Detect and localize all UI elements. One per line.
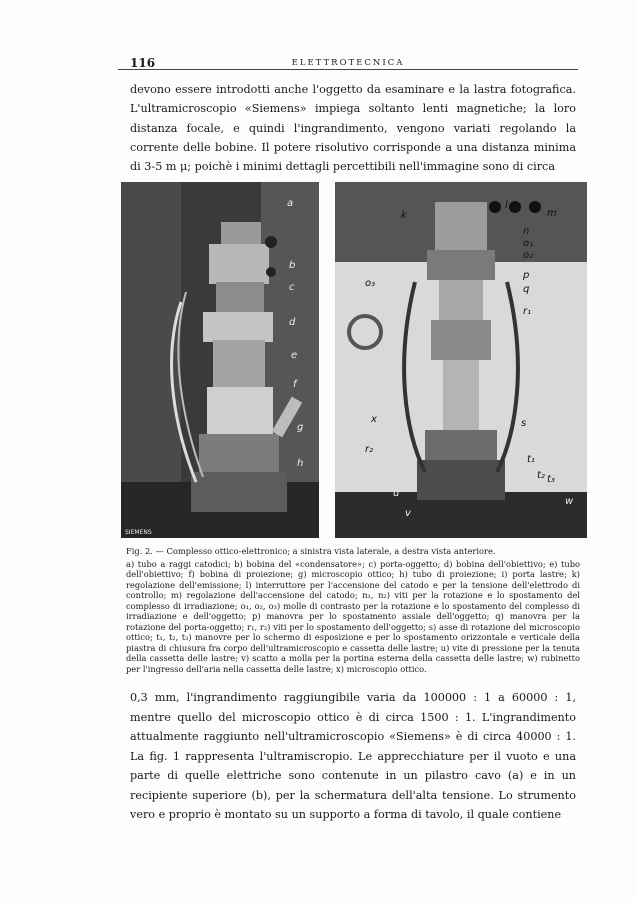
label-r2: r₂ <box>365 444 374 455</box>
label-k: k <box>401 210 407 221</box>
label-s: s <box>521 418 527 429</box>
label-u: u <box>393 488 400 499</box>
label-o2: o₂ <box>523 250 534 261</box>
label-l: l <box>505 200 508 211</box>
label-t2: t₂ <box>537 470 545 481</box>
body-text-bottom: 0,3 mm, l'ingrandimento raggiungibile varia da 100000 : 1 a 60000 : 1, mentre quello del microscopio ottico è di circa 1500 : 1. L'ingrandimento attualmente raggiunto nell'ultramicroscopio «Siemens» è di circa 40000 : 1. La fig. 1 rappresenta l'ultramiscropio. Le apprecchiature per il vuoto e una parte di quelle elettriche sono contenute in un pilastro cavo (a) e in un recipiente superiore (b), per la schermatura dell'alta tensione. Lo strumento vero e proprio è montato su un supporto a forma di tavolo, il quale contiene <box>130 691 576 821</box>
label-v: v <box>405 508 411 519</box>
label-t3: t₃ <box>547 474 555 485</box>
header-rule <box>118 69 578 70</box>
label-o1: o₁ <box>523 238 534 249</box>
label-b: b <box>289 260 296 271</box>
siemens-stamp: SIEMENS <box>125 529 152 536</box>
label-o3: o₃ <box>365 278 376 289</box>
label-q: q <box>523 284 530 295</box>
caption-title: Fig. 2. — Complesso ottico-elettronico; a sinistra vista laterale, a destra vista anteriore. <box>126 546 496 556</box>
label-g: g <box>297 422 304 433</box>
photo-front-view <box>335 182 587 538</box>
label-f: f <box>293 379 297 390</box>
label-h: h <box>297 458 304 469</box>
label-x: x <box>371 414 377 425</box>
figure-caption <box>126 546 580 674</box>
running-title: ELETTROTECNICA <box>291 58 405 68</box>
page-number: 116 <box>130 56 156 70</box>
label-p: p <box>523 270 530 281</box>
body-text-top: devono essere introdotti anche l'oggetto da esaminare e la lastra fotografica. L'ultramicroscopio «Siemens» impiega soltanto lenti magnetiche; la loro distanza focale, e quindi l'ingrandimento, vengono variati regolando la corrente delle bobine. Il potere risolutivo corrisponde a una distanza minima di 3-5 m μ; poichè i minimi dettagli percettibili nell'immagine sono di circa <box>130 83 576 174</box>
label-n: n <box>523 226 530 237</box>
label-d: d <box>289 317 296 328</box>
label-e: e <box>291 350 298 361</box>
photo-side-view <box>121 182 319 538</box>
label-r1: r₁ <box>523 306 532 317</box>
label-c: c <box>289 282 295 293</box>
label-m: m <box>547 208 557 219</box>
label-t1: t₁ <box>527 454 535 465</box>
label-w: w <box>565 496 574 507</box>
label-a: a <box>287 198 294 209</box>
caption-legend: a) tubo a raggi catodici; b) bobina del «condensatore»; c) porta-oggetto; d) bobina dell'obiettivo; e) tubo dell'obiettivo; f) bobina di proiezione; g) microscopio ottico; h) tubo di proiezione; i) porta lastre; k) regolazione dell'emissione; l) interruttore per l'accensione del catodo e per la tensione dell'elettrodo di controllo; m) regolazione dell'accensione del catodo; n₁, n₂) viti per la rotazione e lo spostamento del complesso di irradiazione; o₁, o₂, o₃) molle di contrasto per la rotazione e lo spostamento del complesso di irradiazione e dell'oggetto; p) manovra per lo spostamento assiale dell'oggetto; q) manovra per la rotazione del porta-oggetto; r₁, r₂) viti per lo spostamento dell'oggetto; s) asse di rotazione del microscopio ottico; t₁, t₂, t₃) manovre per lo schermo di esposizione e per lo spostamento orizzontale e verticale della piastra di chiusura fra corpo dell'ultramicroscopio e cassetta delle lastre; u) vite di pressione per la tenuta della cassetta delle lastre; v) scatto a molla per la portina esterna della cassetta delle lastre; w) rubinetto per l'ingresso dell'aria nella cassetta delle lastre; x) microscopio ottico. <box>126 558 580 674</box>
